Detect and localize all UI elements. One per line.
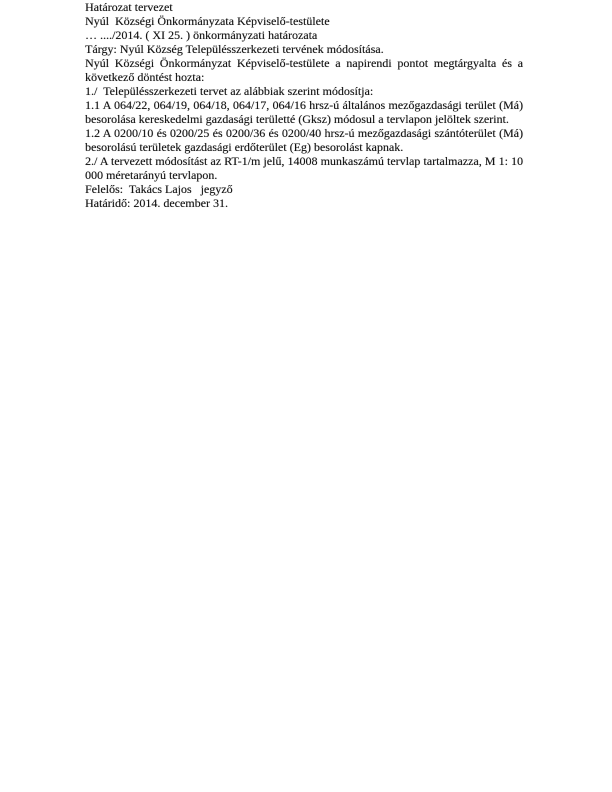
item-1-1-paragraph: 1.1 A 064/22, 064/19, 064/18, 064/17, 064/16 hrsz-ú általános mezőgazdasági terület (Má) besorolása kereskedelmi gazdasági területté (Gksz) módosul a tervlapon jelöltek szerint. [85,98,523,126]
responsible-line: Felelős: Takács Lajos jegyző [85,182,233,196]
section-2-paragraph: 2./ A tervezett módosítást az RT-1/m jelű, 14008 munkaszámú tervlap tartalmazza, M 1: 10 000 méretarányú tervlapon. [85,154,523,182]
deadline-line: Határidő: 2014. december 31. [85,196,228,210]
page-content [85,0,523,210]
doc-type-label: Határozat tervezet [85,0,173,14]
org-name-line: Nyúl Községi Önkormányzata Képviselő-testülete [85,14,330,28]
section-1-heading: 1./ Településszerkezeti tervet az alábbiak szerint módosítja: [85,84,374,98]
subject-line: Tárgy: Nyúl Község Településszerkezeti tervének módosítása. [85,42,384,56]
item-1-2-paragraph: 1.2 A 0200/10 és 0200/25 és 0200/36 és 0200/40 hrsz-ú mezőgazdasági szántóterület (Má) besorolású területek gazdasági erdőterület (Eg) besorolást kapnak. [85,126,523,154]
intro-paragraph: Nyúl Községi Önkormányzat Képviselő-testülete a napirendi pontot megtárgyalta és a következő döntést hozta: [85,56,523,84]
resolution-number-line: … ..../2014. ( XI 25. ) önkormányzati határozata [85,28,318,42]
